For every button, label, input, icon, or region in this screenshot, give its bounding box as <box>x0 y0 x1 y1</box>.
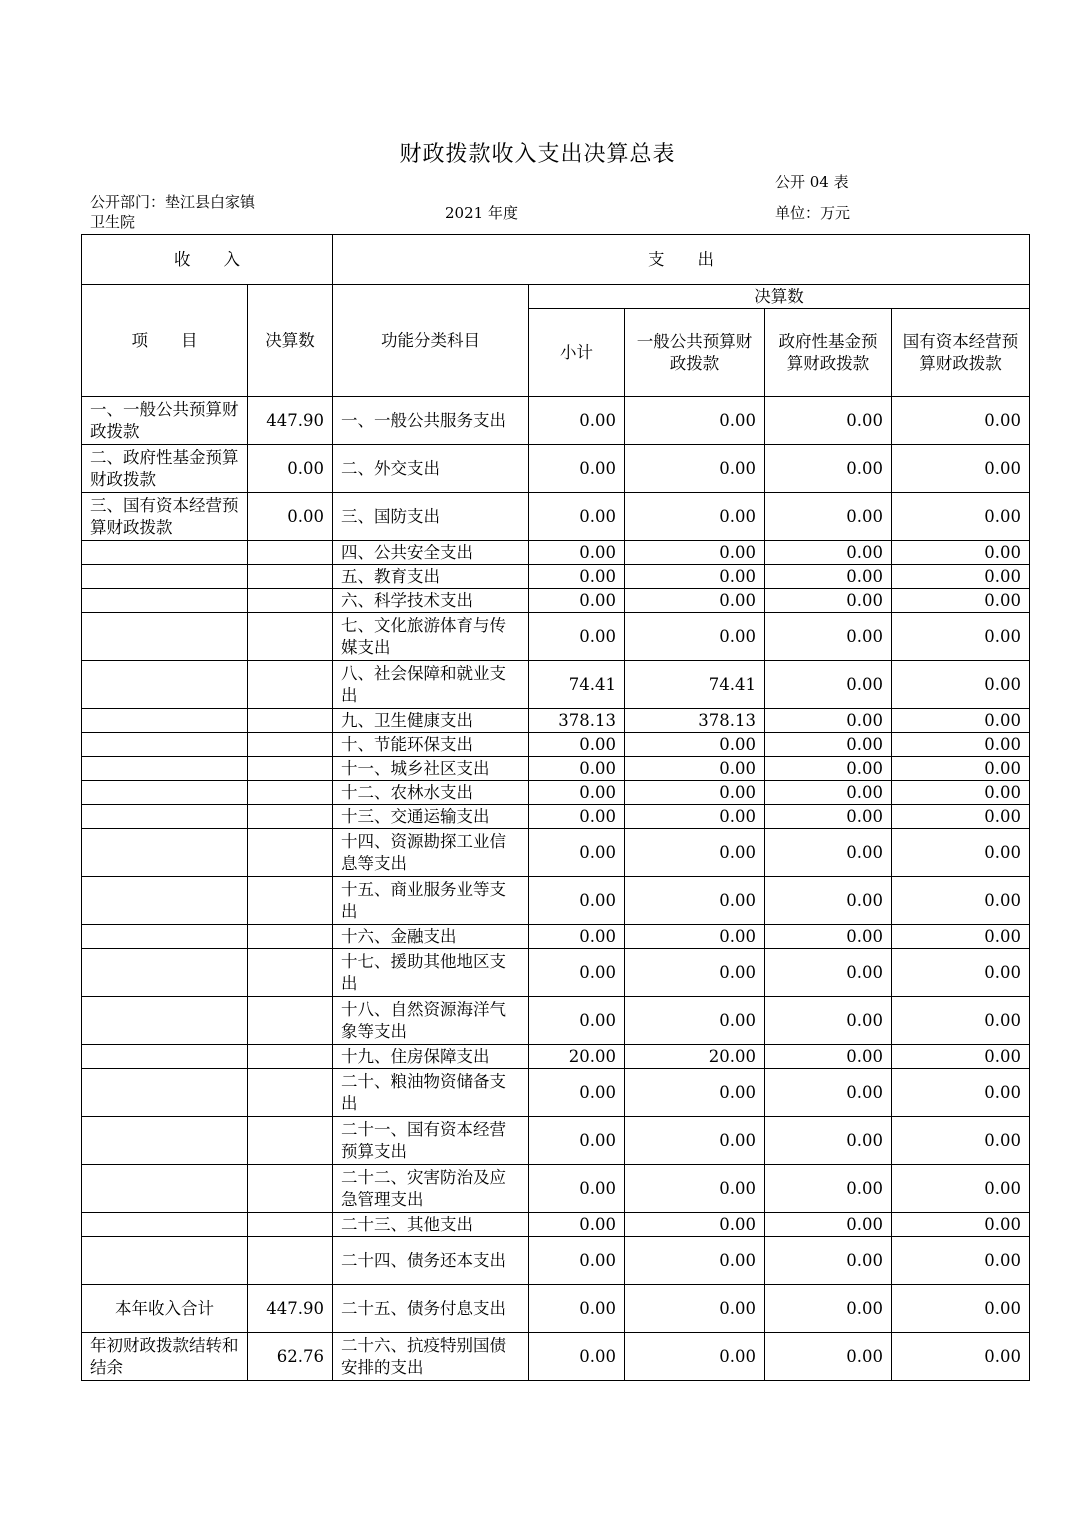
income-amount-cell <box>248 613 333 661</box>
income-item-cell <box>82 1237 248 1285</box>
income-amount-cell <box>248 1237 333 1285</box>
income-amount-cell <box>248 829 333 877</box>
general-budget-cell: 0.00 <box>625 1213 765 1237</box>
func-class-cell: 二十五、债务付息支出 <box>333 1285 529 1333</box>
general-budget-cell: 0.00 <box>625 1117 765 1165</box>
subtotal-cell: 0.00 <box>529 1333 625 1381</box>
table-row <box>82 397 1030 445</box>
func-class-cell: 二十三、其他支出 <box>333 1213 529 1237</box>
budget-table <box>81 234 1030 1381</box>
income-amount-cell: 62.76 <box>248 1333 333 1381</box>
general-budget-cell: 0.00 <box>625 949 765 997</box>
general-budget-cell: 378.13 <box>625 709 765 733</box>
state-capital-cell: 0.00 <box>892 829 1030 877</box>
subtotal-cell: 0.00 <box>529 1165 625 1213</box>
general-budget-cell: 0.00 <box>625 613 765 661</box>
func-class-cell: 七、文化旅游体育与传媒支出 <box>333 613 529 661</box>
income-item-cell <box>82 877 248 925</box>
subtotal-cell: 0.00 <box>529 1237 625 1285</box>
table-row <box>82 997 1030 1045</box>
income-item-cell <box>82 661 248 709</box>
state-capital-cell: 0.00 <box>892 757 1030 781</box>
table-row <box>82 589 1030 613</box>
department: 公开部门：垫江县白家镇卫生院 <box>90 193 256 231</box>
gov-fund-cell: 0.00 <box>765 997 892 1045</box>
func-class-cell: 十八、自然资源海洋气象等支出 <box>333 997 529 1045</box>
state-capital-cell: 0.00 <box>892 805 1030 829</box>
func-class-cell: 八、社会保障和就业支出 <box>333 661 529 709</box>
income-amount-cell <box>248 877 333 925</box>
income-amount-cell: 447.90 <box>248 1285 333 1333</box>
gov-fund-cell: 0.00 <box>765 1285 892 1333</box>
subtotal-cell: 0.00 <box>529 781 625 805</box>
income-amount-cell: 447.90 <box>248 397 333 445</box>
state-capital-cell: 0.00 <box>892 949 1030 997</box>
table-row <box>82 925 1030 949</box>
subtotal-cell: 0.00 <box>529 445 625 493</box>
gov-fund-cell: 0.00 <box>765 877 892 925</box>
func-class-cell: 二十、粮油物资储备支出 <box>333 1069 529 1117</box>
income-item-cell <box>82 733 248 757</box>
unit-label: 单位：万元 <box>775 204 851 222</box>
income-amount-cell <box>248 1117 333 1165</box>
subtotal-cell: 0.00 <box>529 757 625 781</box>
income-item-cell <box>82 565 248 589</box>
general-budget-cell: 20.00 <box>625 1045 765 1069</box>
income-item-cell <box>82 757 248 781</box>
expense-header: 支 出 <box>333 235 1030 285</box>
general-budget-cell: 0.00 <box>625 445 765 493</box>
state-capital-cell: 0.00 <box>892 661 1030 709</box>
fiscal-year: 2021 年度 <box>445 204 518 222</box>
general-budget-cell: 0.00 <box>625 541 765 565</box>
subtotal-cell: 0.00 <box>529 541 625 565</box>
func-class-cell: 三、国防支出 <box>333 493 529 541</box>
page-title: 财政拨款收入支出决算总表 <box>399 142 676 167</box>
income-item-cell: 本年收入合计 <box>82 1285 248 1333</box>
income-amount-cell <box>248 565 333 589</box>
func-class-cell: 十七、援助其他地区支出 <box>333 949 529 997</box>
subtotal-cell: 0.00 <box>529 829 625 877</box>
gov-fund-cell: 0.00 <box>765 829 892 877</box>
income-item-cell <box>82 997 248 1045</box>
income-item-cell <box>82 949 248 997</box>
table-row <box>82 1237 1030 1285</box>
func-class-cell: 二、外交支出 <box>333 445 529 493</box>
func-class-cell: 六、科学技术支出 <box>333 589 529 613</box>
gov-fund-cell: 0.00 <box>765 565 892 589</box>
func-class-cell: 十四、资源勘探工业信息等支出 <box>333 829 529 877</box>
income-item-cell <box>82 829 248 877</box>
table-body <box>82 397 1030 1381</box>
general-budget-cell: 0.00 <box>625 997 765 1045</box>
func-class-cell: 十五、商业服务业等支出 <box>333 877 529 925</box>
subtotal-cell: 378.13 <box>529 709 625 733</box>
gov-fund-cell: 0.00 <box>765 589 892 613</box>
state-capital-cell: 0.00 <box>892 1069 1030 1117</box>
income-item-cell: 一、一般公共预算财政拨款 <box>82 397 248 445</box>
subtotal-cell: 0.00 <box>529 949 625 997</box>
state-capital-cell: 0.00 <box>892 1237 1030 1285</box>
table-row <box>82 1165 1030 1213</box>
general-budget-cell: 0.00 <box>625 1333 765 1381</box>
income-amount-cell <box>248 781 333 805</box>
state-capital-cell: 0.00 <box>892 781 1030 805</box>
gov-fund-cell: 0.00 <box>765 493 892 541</box>
general-budget-cell: 0.00 <box>625 877 765 925</box>
gov-fund-cell: 0.00 <box>765 1237 892 1285</box>
income-amount-cell <box>248 661 333 709</box>
func-class-cell: 十一、城乡社区支出 <box>333 757 529 781</box>
income-header: 收 入 <box>82 235 333 285</box>
func-class-cell: 十九、住房保障支出 <box>333 1045 529 1069</box>
income-amount-cell <box>248 949 333 997</box>
income-item-cell <box>82 925 248 949</box>
gov-fund-cell: 0.00 <box>765 1069 892 1117</box>
income-item-cell: 三、国有资本经营预算财政拨款 <box>82 493 248 541</box>
table-row <box>82 781 1030 805</box>
gov-fund-header: 政府性基金预算财政拨款 <box>765 309 892 397</box>
func-class-cell: 二十六、抗疫特别国债安排的支出 <box>333 1333 529 1381</box>
income-amount-cell <box>248 1213 333 1237</box>
subtotal-cell: 0.00 <box>529 997 625 1045</box>
func-class-cell: 二十一、国有资本经营预算支出 <box>333 1117 529 1165</box>
subtotal-cell: 0.00 <box>529 1213 625 1237</box>
func-class-cell: 二十二、灾害防治及应急管理支出 <box>333 1165 529 1213</box>
gov-fund-cell: 0.00 <box>765 613 892 661</box>
income-amount-cell <box>248 541 333 565</box>
table-row <box>82 757 1030 781</box>
state-capital-cell: 0.00 <box>892 997 1030 1045</box>
func-class-cell: 十二、农林水支出 <box>333 781 529 805</box>
state-capital-cell: 0.00 <box>892 565 1030 589</box>
income-item-cell <box>82 1213 248 1237</box>
table-row <box>82 1213 1030 1237</box>
income-item-cell <box>82 589 248 613</box>
state-capital-cell: 0.00 <box>892 1117 1030 1165</box>
subtotal-cell: 0.00 <box>529 1285 625 1333</box>
gov-fund-cell: 0.00 <box>765 805 892 829</box>
income-amount-cell: 0.00 <box>248 445 333 493</box>
general-budget-cell: 0.00 <box>625 805 765 829</box>
income-amount-cell <box>248 925 333 949</box>
state-capital-cell: 0.00 <box>892 925 1030 949</box>
general-budget-cell: 0.00 <box>625 1237 765 1285</box>
state-capital-cell: 0.00 <box>892 541 1030 565</box>
income-item-cell <box>82 1165 248 1213</box>
table-row <box>82 1045 1030 1069</box>
func-class-cell: 二十四、债务还本支出 <box>333 1237 529 1285</box>
item-header: 项 目 <box>82 285 248 397</box>
table-row <box>82 829 1030 877</box>
subtotal-cell: 0.00 <box>529 1069 625 1117</box>
general-budget-cell: 0.00 <box>625 397 765 445</box>
table-row <box>82 541 1030 565</box>
final-amount-group-header: 决算数 <box>529 285 1030 309</box>
gov-fund-cell: 0.00 <box>765 541 892 565</box>
general-budget-cell: 74.41 <box>625 661 765 709</box>
subtotal-cell: 0.00 <box>529 565 625 589</box>
table-row <box>82 613 1030 661</box>
gov-fund-cell: 0.00 <box>765 1045 892 1069</box>
income-amount-cell <box>248 1165 333 1213</box>
gov-fund-cell: 0.00 <box>765 949 892 997</box>
state-capital-cell: 0.00 <box>892 1213 1030 1237</box>
table-row <box>82 493 1030 541</box>
state-capital-cell: 0.00 <box>892 1285 1030 1333</box>
general-budget-cell: 0.00 <box>625 493 765 541</box>
gov-fund-cell: 0.00 <box>765 397 892 445</box>
income-item-cell <box>82 1117 248 1165</box>
state-capital-cell: 0.00 <box>892 1333 1030 1381</box>
table-row <box>82 877 1030 925</box>
gov-fund-cell: 0.00 <box>765 733 892 757</box>
general-budget-cell: 0.00 <box>625 589 765 613</box>
income-amount-cell <box>248 805 333 829</box>
subtotal-cell: 0.00 <box>529 925 625 949</box>
table-row <box>82 1117 1030 1165</box>
income-item-cell: 年初财政拨款结转和结余 <box>82 1333 248 1381</box>
gov-fund-cell: 0.00 <box>765 1333 892 1381</box>
general-budget-cell: 0.00 <box>625 757 765 781</box>
func-class-cell: 四、公共安全支出 <box>333 541 529 565</box>
func-class-cell: 十三、交通运输支出 <box>333 805 529 829</box>
income-item-cell <box>82 805 248 829</box>
func-class-cell: 五、教育支出 <box>333 565 529 589</box>
income-item-cell <box>82 541 248 565</box>
state-capital-cell: 0.00 <box>892 877 1030 925</box>
income-item-cell: 二、政府性基金预算财政拨款 <box>82 445 248 493</box>
func-class-cell: 九、卫生健康支出 <box>333 709 529 733</box>
income-amount-cell <box>248 997 333 1045</box>
gov-fund-cell: 0.00 <box>765 661 892 709</box>
gov-fund-cell: 0.00 <box>765 1213 892 1237</box>
subtotal-cell: 0.00 <box>529 397 625 445</box>
subtotal-cell: 20.00 <box>529 1045 625 1069</box>
general-budget-cell: 0.00 <box>625 733 765 757</box>
table-row <box>82 949 1030 997</box>
state-capital-cell: 0.00 <box>892 445 1030 493</box>
gov-fund-cell: 0.00 <box>765 781 892 805</box>
subtotal-cell: 0.00 <box>529 805 625 829</box>
general-budget-cell: 0.00 <box>625 829 765 877</box>
income-amount-cell <box>248 589 333 613</box>
subtotal-cell: 0.00 <box>529 877 625 925</box>
income-item-cell <box>82 613 248 661</box>
gov-fund-cell: 0.00 <box>765 709 892 733</box>
table-row <box>82 1069 1030 1117</box>
subtotal-cell: 0.00 <box>529 1117 625 1165</box>
income-item-cell <box>82 1045 248 1069</box>
income-amount-cell <box>248 709 333 733</box>
general-budget-cell: 0.00 <box>625 1069 765 1117</box>
gov-fund-cell: 0.00 <box>765 445 892 493</box>
gov-fund-cell: 0.00 <box>765 925 892 949</box>
state-capital-header: 国有资本经营预算财政拨款 <box>892 309 1030 397</box>
func-class-cell: 一、一般公共服务支出 <box>333 397 529 445</box>
gov-fund-cell: 0.00 <box>765 1165 892 1213</box>
state-capital-cell: 0.00 <box>892 397 1030 445</box>
income-amount-cell <box>248 733 333 757</box>
income-item-cell <box>82 781 248 805</box>
subtotal-cell: 0.00 <box>529 733 625 757</box>
subtotal-cell: 74.41 <box>529 661 625 709</box>
table-row <box>82 565 1030 589</box>
income-item-cell <box>82 709 248 733</box>
general-budget-cell: 0.00 <box>625 781 765 805</box>
income-amount-cell <box>248 757 333 781</box>
final-amount-header: 决算数 <box>248 285 333 397</box>
general-budget-cell: 0.00 <box>625 1165 765 1213</box>
state-capital-cell: 0.00 <box>892 709 1030 733</box>
general-budget-cell: 0.00 <box>625 565 765 589</box>
income-amount-cell: 0.00 <box>248 493 333 541</box>
state-capital-cell: 0.00 <box>892 1045 1030 1069</box>
state-capital-cell: 0.00 <box>892 733 1030 757</box>
subtotal-header: 小计 <box>529 309 625 397</box>
table-row <box>82 445 1030 493</box>
state-capital-cell: 0.00 <box>892 1165 1030 1213</box>
general-budget-cell: 0.00 <box>625 1285 765 1333</box>
subtotal-cell: 0.00 <box>529 613 625 661</box>
table-row <box>82 709 1030 733</box>
general-budget-cell: 0.00 <box>625 925 765 949</box>
table-row <box>82 661 1030 709</box>
state-capital-cell: 0.00 <box>892 613 1030 661</box>
func-class-cell: 十六、金融支出 <box>333 925 529 949</box>
gov-fund-cell: 0.00 <box>765 757 892 781</box>
subtotal-cell: 0.00 <box>529 493 625 541</box>
form-number: 公开 04 表 <box>775 173 849 191</box>
state-capital-cell: 0.00 <box>892 493 1030 541</box>
func-class-cell: 十、节能环保支出 <box>333 733 529 757</box>
general-budget-header: 一般公共预算财政拨款 <box>625 309 765 397</box>
table-row <box>82 805 1030 829</box>
gov-fund-cell: 0.00 <box>765 1117 892 1165</box>
table-row <box>82 1333 1030 1381</box>
income-amount-cell <box>248 1069 333 1117</box>
subtotal-cell: 0.00 <box>529 589 625 613</box>
table-row <box>82 1285 1030 1333</box>
income-amount-cell <box>248 1045 333 1069</box>
func-class-header: 功能分类科目 <box>333 285 529 397</box>
table-row <box>82 733 1030 757</box>
income-item-cell <box>82 1069 248 1117</box>
state-capital-cell: 0.00 <box>892 589 1030 613</box>
